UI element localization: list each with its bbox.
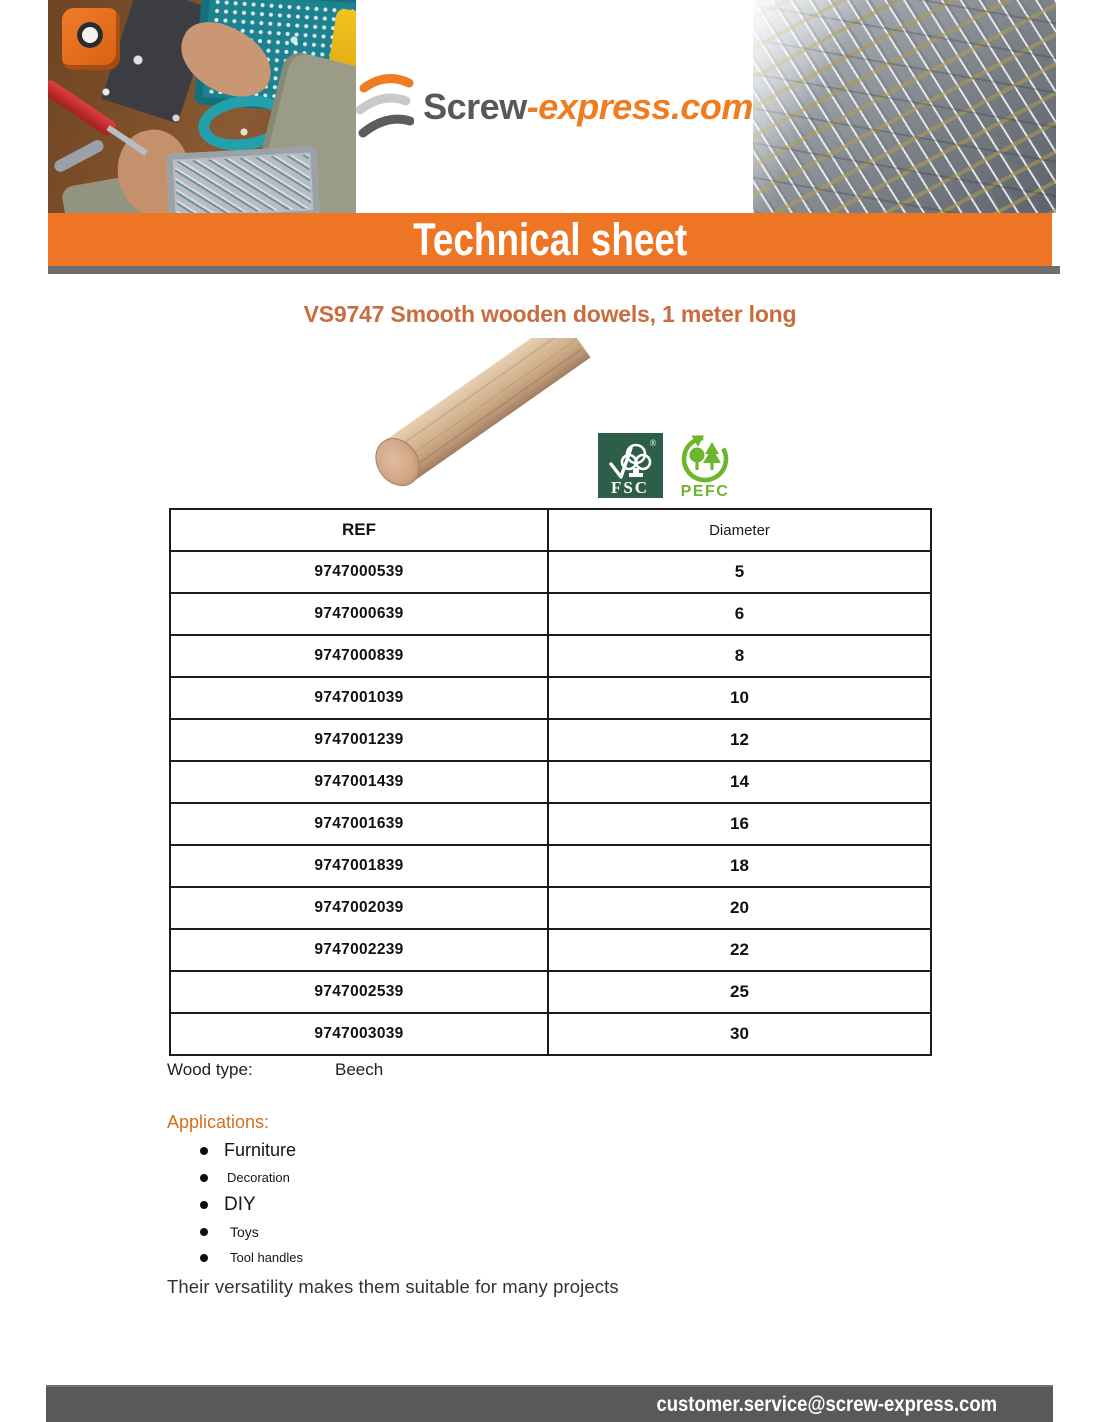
table-row <box>170 635 931 677</box>
table-row <box>170 803 931 845</box>
wood-type-label: Wood type: <box>167 1060 253 1079</box>
pefc-label: PEFC <box>680 483 730 500</box>
table-row <box>170 719 931 761</box>
closing-note: Their versatility makes them suitable for many projects <box>167 1276 619 1297</box>
bullet-icon <box>200 1174 208 1182</box>
brand-logo <box>356 0 753 213</box>
diameter-cell: 16 <box>548 803 931 845</box>
list-item <box>200 1194 256 1216</box>
ref-column-header: REF <box>170 509 548 551</box>
wooden-dowel-image <box>363 338 603 506</box>
bullet-icon <box>200 1254 208 1262</box>
ref-cell: 9747001639 <box>170 803 548 845</box>
diameter-cell: 30 <box>548 1013 931 1055</box>
list-item <box>200 1224 259 1240</box>
application-label: DIY <box>224 1194 256 1215</box>
customer-service-email: customer.service@screw-express.com <box>656 1393 997 1416</box>
table-row <box>170 971 931 1013</box>
table-row <box>170 929 931 971</box>
washers-texture <box>48 0 356 213</box>
diameter-cell: 10 <box>548 677 931 719</box>
ref-cell: 9747000539 <box>170 551 548 593</box>
diameter-cell: 8 <box>548 635 931 677</box>
header-photo-workbench <box>48 0 356 213</box>
logo-swoosh-icon <box>356 71 414 143</box>
ref-cell: 9747001039 <box>170 677 548 719</box>
diameter-cell: 18 <box>548 845 931 887</box>
footer-bar <box>46 1385 1053 1422</box>
diameter-cell: 12 <box>548 719 931 761</box>
bullet-icon <box>200 1228 208 1236</box>
ref-cell: 9747001239 <box>170 719 548 761</box>
spec-table <box>169 508 932 1056</box>
banner-title: Technical sheet <box>412 213 688 265</box>
fsc-logo-icon <box>598 433 663 498</box>
ref-cell: 9747001439 <box>170 761 548 803</box>
brand-name-primary: Screw <box>423 85 527 127</box>
svg-text:®: ® <box>649 438 657 448</box>
application-label: Tool handles <box>230 1250 303 1265</box>
product-title: VS9747 Smooth wooden dowels, 1 meter long <box>303 301 797 327</box>
diameter-cell: 6 <box>548 593 931 635</box>
list-item <box>200 1140 296 1161</box>
table-row <box>170 887 931 929</box>
fsc-label: FSC <box>610 478 650 497</box>
diameter-cell: 22 <box>548 929 931 971</box>
ref-cell: 9747002539 <box>170 971 548 1013</box>
wood-type-value: Beech <box>335 1060 384 1079</box>
ref-cell: 9747000839 <box>170 635 548 677</box>
brand-name-secondary: -express.com <box>526 85 753 127</box>
list-item <box>200 1170 290 1185</box>
ref-cell: 9747000639 <box>170 593 548 635</box>
ref-cell: 9747002239 <box>170 929 548 971</box>
application-label: Decoration <box>227 1170 290 1185</box>
table-header-row <box>170 509 931 551</box>
table-row <box>170 761 931 803</box>
table-row <box>170 593 931 635</box>
table-row <box>170 1013 931 1055</box>
table-row <box>170 551 931 593</box>
table-row <box>170 677 931 719</box>
application-label: Furniture <box>224 1140 297 1160</box>
ref-cell: 9747003039 <box>170 1013 548 1055</box>
brand-name <box>423 86 753 128</box>
ref-cell: 9747001839 <box>170 845 548 887</box>
bullet-icon <box>200 1201 208 1209</box>
diameter-cell: 5 <box>548 551 931 593</box>
pefc-logo-icon <box>676 434 734 500</box>
banner <box>48 213 1052 266</box>
diameter-cell: 14 <box>548 761 931 803</box>
banner-divider <box>48 266 1060 274</box>
applications-heading: Applications: <box>167 1112 270 1132</box>
ref-cell: 9747002039 <box>170 887 548 929</box>
list-item <box>200 1250 303 1265</box>
diameter-column-header: Diameter <box>548 509 931 551</box>
wood-type-row <box>167 1060 767 1080</box>
header-photo-screws <box>753 0 1056 213</box>
diameter-cell: 25 <box>548 971 931 1013</box>
application-label: Toys <box>230 1224 259 1240</box>
diameter-cell: 20 <box>548 887 931 929</box>
bullet-icon <box>200 1147 208 1155</box>
table-row <box>170 845 931 887</box>
